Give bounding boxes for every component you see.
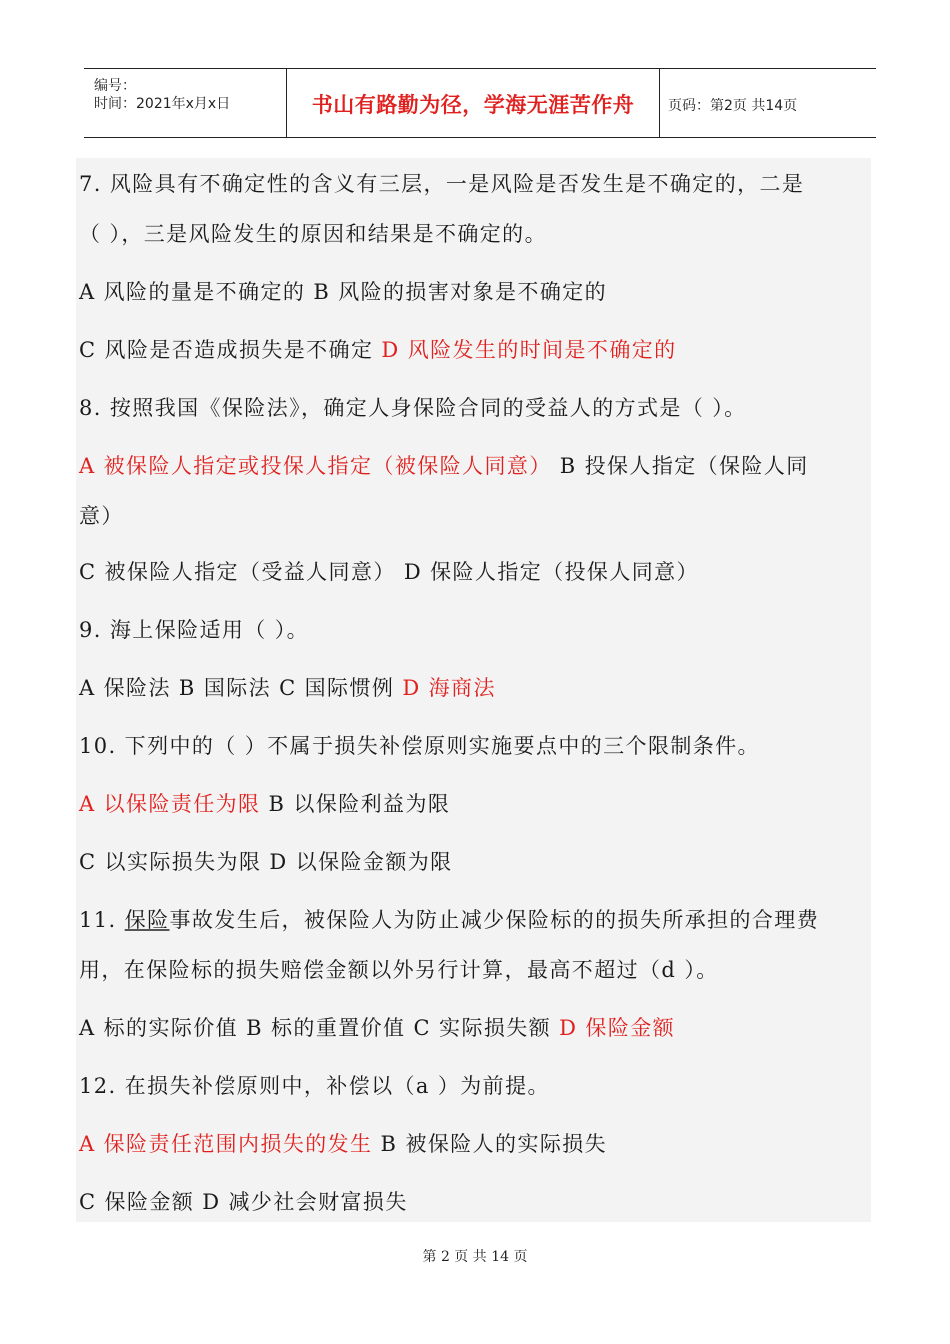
question-11-text [79, 906, 819, 934]
page-header [84, 68, 876, 138]
question-11-options-abc: A 标的实际价值 B 标的重置价值 C 实际损失额 [79, 1016, 552, 1040]
document-number-label: 编号： [94, 78, 136, 94]
question-9-text: 9. 海上保险适用（ ）。 [79, 618, 310, 642]
question-8-option-a-answer: A 被保险人指定或投保人指定（被保险人同意） [79, 454, 552, 478]
question-10-option-b: B 以保险利益为限 [268, 792, 451, 816]
question-9-options-abc: A 保险法 B 国际法 C 国际惯例 [79, 676, 395, 700]
question-8-option-b: B 投保人指定（保险人同 [559, 454, 809, 478]
document-body [76, 158, 871, 1222]
question-8-text: 8. 按照我国《保险法》，确定人身保险合同的受益人的方式是（ ）。 [79, 396, 747, 420]
question-7-text-cont: （ ），三是风险发生的原因和结果是不确定的。 [79, 222, 547, 246]
question-12-text: 12. 在损失补偿原则中，补偿以（a ）为前提。 [79, 1074, 550, 1098]
question-11-link[interactable]: 保险 [124, 908, 170, 932]
question-10-text: 10. 下列中的（ ）不属于损失补偿原则实施要点中的三个限制条件。 [79, 734, 760, 758]
page-footer: 第 2 页 共 14 页 [422, 1249, 528, 1265]
question-11-options [79, 1014, 675, 1042]
header-page-label: 页码：第2页 共14页 [668, 98, 798, 114]
question-12-option-a-answer: A 保险责任范围内损失的发生 [79, 1132, 373, 1156]
question-7-option-d-answer: D 风险发生的时间是不确定的 [381, 338, 677, 362]
header-info-cell [84, 69, 287, 137]
question-10-options-ab [79, 790, 450, 818]
header-motto: 书山有路勤为径，学海无涯苦作舟 [311, 93, 635, 117]
question-10-option-a-answer: A 以保险责任为限 [79, 792, 261, 816]
question-12-option-b: B 被保险人的实际损失 [380, 1132, 608, 1156]
document-time-label: 时间：2021年x月x日 [94, 96, 231, 112]
question-8-option-b-cont: 意） [79, 504, 124, 528]
question-7-option-c: C 风险是否造成损失是不确定 [79, 338, 374, 362]
question-11-text-cont: 用，在保险标的损失赔偿金额以外另行计算，最高不超过（d ）。 [79, 958, 719, 982]
question-12-options-cd: C 保险金额 D 减少社会财富损失 [79, 1190, 408, 1214]
question-7-text: 7. 风险具有不确定性的含义有三层，一是风险是否发生是不确定的，二是 [79, 172, 805, 196]
question-9-option-d-answer: D 海商法 [402, 676, 496, 700]
question-11-option-d-answer: D 保险金额 [559, 1016, 676, 1040]
question-7-options-cd [79, 336, 677, 364]
header-page-cell [660, 69, 876, 137]
question-12-options-ab [79, 1130, 607, 1158]
question-10-options-cd: C 以实际损失为限 D 以保险金额为限 [79, 850, 453, 874]
question-8-options-ab [79, 452, 809, 480]
question-8-options-cd: C 被保险人指定（受益人同意） D 保险人指定（投保人同意） [79, 560, 699, 584]
question-11-text-rest: 事故发生后，被保险人为防止减少保险标的的损失所承担的合理费 [169, 908, 820, 932]
question-11-number: 11. [79, 908, 117, 932]
question-7-options-ab: A 风险的量是不确定的 B 风险的损害对象是不确定的 [79, 280, 608, 304]
question-9-options [79, 674, 496, 702]
header-motto-cell [287, 69, 660, 137]
